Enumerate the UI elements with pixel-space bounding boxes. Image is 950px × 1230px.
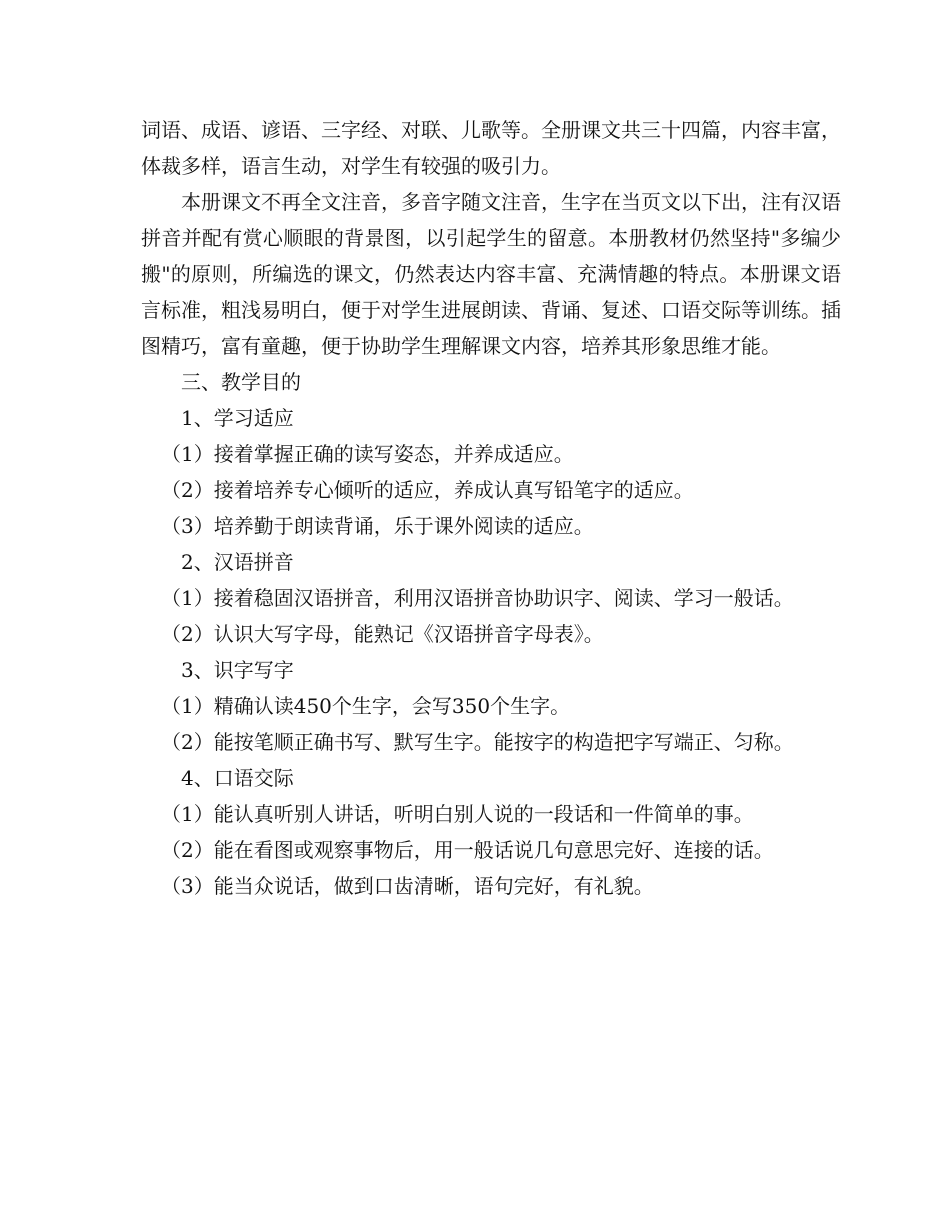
list-item: （1）接着稳固汉语拼音，利用汉语拼音协助识字、阅读、学习一般话。 [161,586,794,610]
paragraph-textbook-description: 本册课文不再全文注音，多音字随文注音，生字在当页文以下出，注有汉语拼音并配有赏心顺眼的背景图，以引起学生的留意。本册教材仍然坚持"多编少搬"的原则，所编选的课文，仍然表达内容丰富、充满情趣的特点。本册课文语言标准，粗浅易明白，便于对学生进展朗读、背诵、复述、口语交际等训练。插图精巧，富有童趣，便于协助学生理解课文内容，培养其形象思维才能。 [141,190,841,358]
list-item: （1）接着掌握正确的读写姿态，并养成适应。 [161,442,574,466]
list-item: （2）认识大写字母，能熟记《汉语拼音字母表》。 [161,622,604,646]
subheading-literacy-writing: 3、识字写字 [181,658,294,682]
subheading-oral-communication: 4、口语交际 [181,766,294,790]
list-item: （2）接着培养专心倾听的适应，养成认真写铅笔字的适应。 [161,478,694,502]
list-item: （3）培养勤于朗读背诵，乐于课外阅读的适应。 [161,514,594,538]
subheading-pinyin: 2、汉语拼音 [181,550,294,574]
paragraph-intro-continuation: 词语、成语、谚语、三字经、对联、儿歌等。全册课文共三十四篇，内容丰富，体裁多样，语言生动，对学生有较强的吸引力。 [141,118,841,178]
section-heading-teaching-goals: 三、教学目的 [181,370,301,394]
subheading-study-habits: 1、学习适应 [181,406,294,430]
list-item: （2）能按笔顺正确书写、默写生字。能按字的构造把字写端正、匀称。 [161,730,794,754]
list-item: （2）能在看图或观察事物后，用一般话说几句意思完好、连接的话。 [161,838,774,862]
list-item: （1）精确认读450个生字，会写350个生字。 [161,694,571,718]
document-body [141,112,841,904]
list-item: （3）能当众说话，做到口齿清晰，语句完好，有礼貌。 [161,874,654,898]
list-item: （1）能认真听别人讲话，听明白别人说的一段话和一件简单的事。 [161,802,754,826]
